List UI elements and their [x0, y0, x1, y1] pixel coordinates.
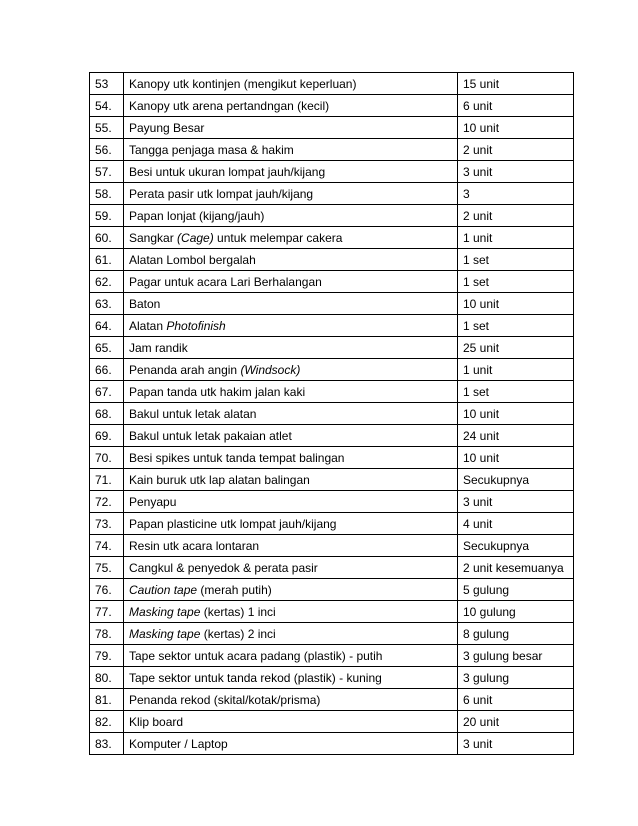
- item-text: Baton: [129, 296, 161, 311]
- item-description: [124, 469, 458, 491]
- item-quantity: Secukupnya: [458, 469, 574, 491]
- table-row: [90, 469, 574, 491]
- table-row: [90, 645, 574, 667]
- item-quantity: 25 unit: [458, 337, 574, 359]
- item-description: [124, 403, 458, 425]
- item-number: 81.: [90, 689, 124, 711]
- table-row: [90, 711, 574, 733]
- table-row: [90, 491, 574, 513]
- item-description: [124, 557, 458, 579]
- item-description: [124, 139, 458, 161]
- item-quantity: 3 gulung: [458, 667, 574, 689]
- table-row: [90, 227, 574, 249]
- item-quantity: Secukupnya: [458, 535, 574, 557]
- item-text: Besi spikes untuk tanda tempat balingan: [129, 450, 345, 465]
- item-quantity: 1 set: [458, 271, 574, 293]
- table-row: [90, 623, 574, 645]
- item-quantity: 2 unit kesemuanya: [458, 557, 574, 579]
- table-row: [90, 73, 574, 95]
- item-description: [124, 183, 458, 205]
- table-row: [90, 579, 574, 601]
- item-text-italic: Photofinish: [166, 318, 226, 333]
- item-quantity: 4 unit: [458, 513, 574, 535]
- item-text: Penyapu: [129, 494, 177, 509]
- item-text-italic: (Windsock): [240, 362, 301, 377]
- item-text: Papan plasticine utk lompat jauh/kijang: [129, 516, 337, 531]
- item-description: [124, 645, 458, 667]
- item-number: 56.: [90, 139, 124, 161]
- item-quantity: 1 set: [458, 315, 574, 337]
- table-row: [90, 359, 574, 381]
- item-text: Kanopy utk arena pertandngan (kecil): [129, 98, 330, 113]
- table-row: [90, 733, 574, 755]
- item-description: [124, 711, 458, 733]
- item-quantity: 24 unit: [458, 425, 574, 447]
- item-text: Bakul untuk letak alatan: [129, 406, 257, 421]
- table-row: [90, 337, 574, 359]
- table-row: [90, 293, 574, 315]
- item-description: [124, 689, 458, 711]
- item-text: Jam randik: [129, 340, 188, 355]
- item-text: Alatan: [129, 318, 167, 333]
- item-quantity: 15 unit: [458, 73, 574, 95]
- table-row: [90, 117, 574, 139]
- item-number: 63.: [90, 293, 124, 315]
- item-quantity: 1 unit: [458, 359, 574, 381]
- item-text: (kertas) 1 inci: [200, 604, 276, 619]
- item-text: Payung Besar: [129, 120, 205, 135]
- item-description: [124, 95, 458, 117]
- table-row: [90, 513, 574, 535]
- item-text: Sangkar: [129, 230, 178, 245]
- item-description: [124, 249, 458, 271]
- item-description: [124, 315, 458, 337]
- item-quantity: 3: [458, 183, 574, 205]
- table-row: [90, 447, 574, 469]
- item-number: 70.: [90, 447, 124, 469]
- item-number: 76.: [90, 579, 124, 601]
- table-row: [90, 183, 574, 205]
- item-text: Perata pasir utk lompat jauh/kijang: [129, 186, 314, 201]
- item-number: 69.: [90, 425, 124, 447]
- item-text: Papan lonjat (kijang/jauh): [129, 208, 265, 223]
- item-text: Tape sektor untuk acara padang (plastik) - putih: [129, 648, 383, 663]
- item-number: 61.: [90, 249, 124, 271]
- item-text: Tape sektor untuk tanda rekod (plastik) - kuning: [129, 670, 382, 685]
- item-number: 60.: [90, 227, 124, 249]
- table-row: [90, 381, 574, 403]
- item-text: Cangkul & penyedok & perata pasir: [129, 560, 318, 575]
- table-row: [90, 557, 574, 579]
- item-text: Penanda rekod (skital/kotak/prisma): [129, 692, 321, 707]
- item-quantity: 1 unit: [458, 227, 574, 249]
- equipment-table: [89, 72, 574, 755]
- item-description: [124, 205, 458, 227]
- item-quantity: 8 gulung: [458, 623, 574, 645]
- item-quantity: 10 unit: [458, 293, 574, 315]
- item-text: (kertas) 2 inci: [200, 626, 276, 641]
- item-description: [124, 535, 458, 557]
- item-text: Penanda arah angin: [129, 362, 241, 377]
- item-quantity: 6 unit: [458, 689, 574, 711]
- item-description: [124, 161, 458, 183]
- item-text: Alatan Lombol bergalah: [129, 252, 256, 267]
- table-row: [90, 95, 574, 117]
- item-text: Tangga penjaga masa & hakim: [129, 142, 294, 157]
- item-number: 83.: [90, 733, 124, 755]
- item-number: 73.: [90, 513, 124, 535]
- item-number: 53: [90, 73, 124, 95]
- item-description: [124, 381, 458, 403]
- item-description: [124, 73, 458, 95]
- item-text: Pagar untuk acara Lari Berhalangan: [129, 274, 322, 289]
- item-description: [124, 359, 458, 381]
- item-number: 57.: [90, 161, 124, 183]
- item-number: 55.: [90, 117, 124, 139]
- table-row: [90, 689, 574, 711]
- item-number: 68.: [90, 403, 124, 425]
- table-row: [90, 139, 574, 161]
- item-number: 62.: [90, 271, 124, 293]
- item-quantity: 1 set: [458, 381, 574, 403]
- item-quantity: 3 unit: [458, 733, 574, 755]
- item-text: Komputer / Laptop: [129, 736, 228, 751]
- item-description: [124, 579, 458, 601]
- item-description: [124, 425, 458, 447]
- item-text-italic: Masking tape: [129, 604, 201, 619]
- table-row: [90, 535, 574, 557]
- item-number: 74.: [90, 535, 124, 557]
- item-quantity: 1 set: [458, 249, 574, 271]
- item-number: 75.: [90, 557, 124, 579]
- item-description: [124, 491, 458, 513]
- item-description: [124, 623, 458, 645]
- table-row: [90, 271, 574, 293]
- item-text: Resin utk acara lontaran: [129, 538, 260, 553]
- table-row: [90, 667, 574, 689]
- item-number: 58.: [90, 183, 124, 205]
- item-quantity: 10 unit: [458, 117, 574, 139]
- item-number: 72.: [90, 491, 124, 513]
- item-quantity: 3 unit: [458, 161, 574, 183]
- item-number: 78.: [90, 623, 124, 645]
- table-row: [90, 161, 574, 183]
- item-quantity: 2 unit: [458, 205, 574, 227]
- table-row: [90, 425, 574, 447]
- item-description: [124, 447, 458, 469]
- item-description: [124, 117, 458, 139]
- item-text: Bakul untuk letak pakaian atlet: [129, 428, 292, 443]
- item-description: [124, 733, 458, 755]
- item-number: 59.: [90, 205, 124, 227]
- item-quantity: 10 unit: [458, 447, 574, 469]
- item-quantity: 5 gulung: [458, 579, 574, 601]
- item-quantity: 3 unit: [458, 491, 574, 513]
- item-text-italic: Masking tape: [129, 626, 201, 641]
- item-number: 54.: [90, 95, 124, 117]
- item-quantity: 3 gulung besar: [458, 645, 574, 667]
- table-row: [90, 315, 574, 337]
- item-quantity: 10 gulung: [458, 601, 574, 623]
- item-number: 66.: [90, 359, 124, 381]
- item-text: untuk melempar cakera: [213, 230, 343, 245]
- item-quantity: 20 unit: [458, 711, 574, 733]
- item-description: [124, 601, 458, 623]
- table-row: [90, 205, 574, 227]
- table-row: [90, 249, 574, 271]
- equipment-table-body: [90, 73, 574, 755]
- item-number: 82.: [90, 711, 124, 733]
- item-text-italic: (Cage): [177, 230, 214, 245]
- item-text: Papan tanda utk hakim jalan kaki: [129, 384, 306, 399]
- item-text: Kain buruk utk lap alatan balingan: [129, 472, 310, 487]
- item-quantity: 10 unit: [458, 403, 574, 425]
- item-number: 71.: [90, 469, 124, 491]
- item-text-italic: Caution tape: [129, 582, 198, 597]
- table-row: [90, 601, 574, 623]
- item-description: [124, 293, 458, 315]
- item-text: Kanopy utk kontinjen (mengikut keperluan): [129, 76, 357, 91]
- item-quantity: 2 unit: [458, 139, 574, 161]
- table-row: [90, 403, 574, 425]
- item-text: (merah putih): [197, 582, 272, 597]
- item-text: Besi untuk ukuran lompat jauh/kijang: [129, 164, 326, 179]
- item-number: 64.: [90, 315, 124, 337]
- item-description: [124, 227, 458, 249]
- item-number: 65.: [90, 337, 124, 359]
- item-description: [124, 337, 458, 359]
- item-description: [124, 667, 458, 689]
- item-description: [124, 513, 458, 535]
- item-number: 77.: [90, 601, 124, 623]
- item-number: 67.: [90, 381, 124, 403]
- item-number: 80.: [90, 667, 124, 689]
- item-text: Klip board: [129, 714, 184, 729]
- item-description: [124, 271, 458, 293]
- item-quantity: 6 unit: [458, 95, 574, 117]
- item-number: 79.: [90, 645, 124, 667]
